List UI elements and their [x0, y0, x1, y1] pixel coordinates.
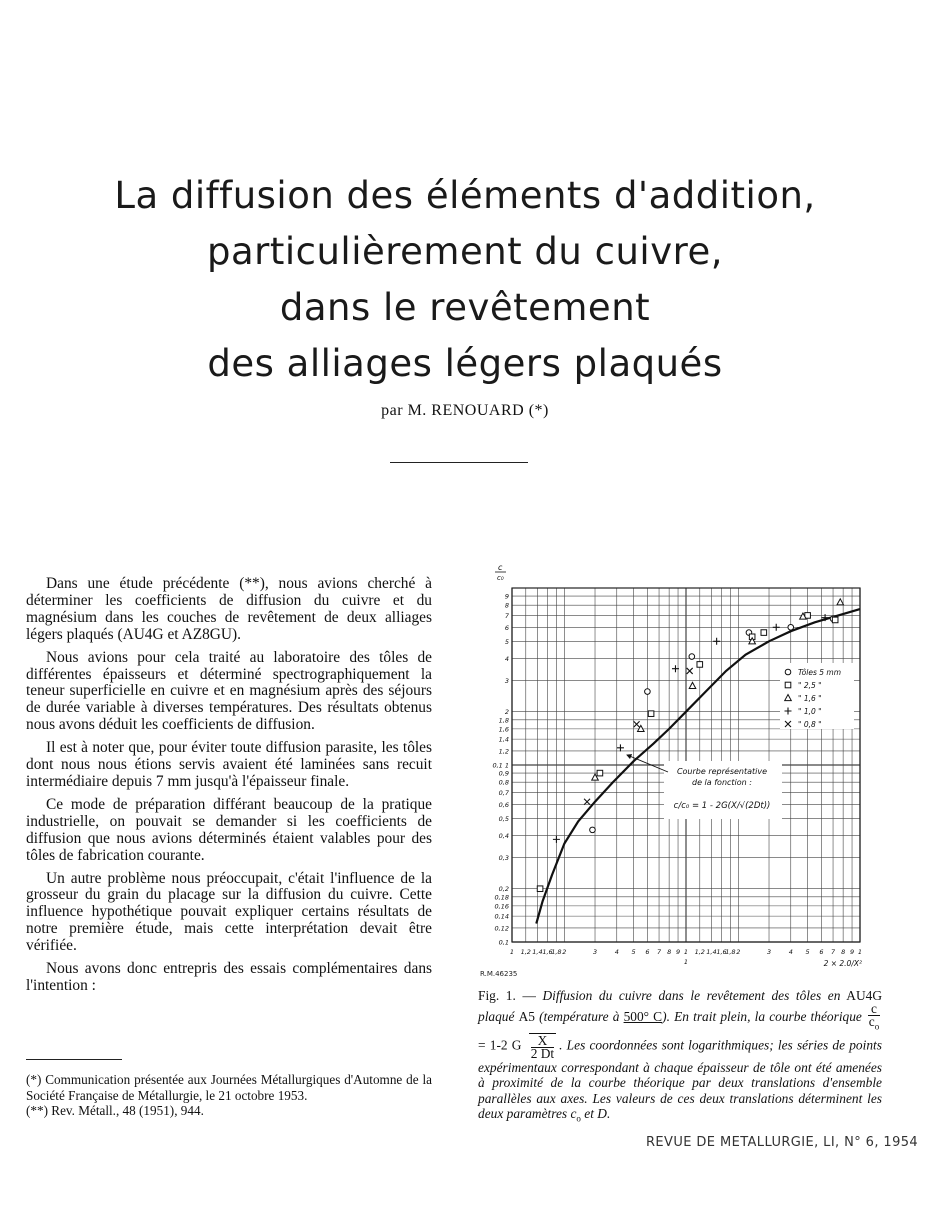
x-tick-label: 3	[592, 948, 598, 956]
x-tick-label: 9	[675, 948, 681, 956]
y-tick-label: 3	[504, 677, 509, 686]
x-tick-label: 9	[849, 948, 855, 956]
data-point-circle	[788, 624, 794, 630]
data-point-circle	[645, 689, 651, 695]
x-tick-label: 6	[819, 948, 824, 956]
author-byline: par M. RENOUARD (*)	[381, 402, 549, 419]
caption-formula-rhs: = 1-2 G	[478, 1037, 522, 1053]
paragraph: Il est à noter que, pour éviter toute diffusion parasite, les tôles dont nous nous étions servis avaient été laminées sans recuit intermédiaire depuis 7 mm jusqu'à l'épaisseur finale.	[26, 739, 432, 790]
caption-temperature: 500° C	[623, 1009, 663, 1025]
title-divider	[390, 462, 528, 463]
y-tick-label: 0,5	[498, 814, 509, 823]
caption-sub: o	[576, 1113, 581, 1124]
y-tick-label: 0,16	[494, 902, 509, 911]
y-tick-label: 0,2	[498, 885, 509, 894]
data-point-cross	[687, 668, 693, 674]
x-tick-label: 1	[509, 948, 515, 956]
annotation-line: Courbe représentative	[676, 767, 768, 776]
paragraph: Nous avons donc entrepris des essais complémentaires dans l'intention :	[26, 960, 432, 994]
title-line: des alliages légers plaqués	[207, 342, 723, 385]
data-point-square	[697, 662, 703, 668]
title-line: dans le revêtement	[279, 286, 651, 329]
caption-alloy: AU4G	[846, 988, 883, 1003]
paragraph: Dans une étude précédente (**), nous avions cherché à déterminer les coefficients de diffusion du cuivre et du magnésium dans les couches de revêtement de deux alliages légers plaqués (AU4G et AZ8GU).	[26, 575, 432, 643]
footnote: (**) Rev. Métall., 48 (1951), 944.	[26, 1103, 204, 1118]
x-tick-label: 6	[645, 948, 650, 956]
x-tick-label: 2	[736, 948, 741, 956]
y-tick-label: 0,18	[494, 893, 509, 902]
x-tick-label: 8	[667, 948, 672, 956]
legend-label: " 1,0 "	[798, 707, 822, 716]
y-tick-label: 0,14	[494, 912, 509, 921]
caption-text: plaqué	[478, 1009, 519, 1025]
y-tick-label: 1,2	[498, 747, 509, 756]
x-tick-label: 5	[631, 948, 636, 956]
x-decade-label: 1	[683, 958, 689, 966]
annotation-line: de la fonction :	[692, 778, 752, 787]
x-tick-label: 1,4	[532, 948, 543, 956]
body-text	[26, 576, 432, 1001]
x-tick-label: 1,6	[716, 948, 727, 956]
y-tick-label: 0,12	[494, 924, 509, 933]
data-point-square	[648, 711, 654, 717]
x-tick-label: 5	[805, 948, 810, 956]
caption-fig-number: Fig. 1. —	[478, 988, 543, 1003]
title-line: La diffusion des éléments d'addition,	[114, 174, 816, 217]
journal-masthead: REVUE DE METALLURGIE, LI, N° 6, 1954	[646, 1135, 919, 1150]
caption-text: (température à	[534, 1009, 624, 1025]
footnote-divider	[26, 1059, 122, 1060]
data-point-circle	[689, 654, 695, 660]
x-tick-label: 1	[683, 948, 689, 956]
paragraph: Nous avions pour cela traité au laboratoire des tôles de différentes épaisseurs et déterminé spectrographiquement la teneur superficielle en cuivre et en magnésium après des séjours de durée variable à diverses températures. Des résultats obtenus nous avons déduit les coefficients de diffusion.	[26, 648, 432, 734]
y-tick-label: 0,4	[498, 831, 509, 840]
data-point-plus	[713, 638, 720, 645]
data-point-square	[597, 770, 603, 776]
x-tick-label: 8	[841, 948, 846, 956]
footnote: (*) Communication présentée aux Journées Métallurgiques d'Automne de la Société Française de Métallurgie, le 21 octobre 1953.	[26, 1072, 432, 1103]
y-tick-label: 0,1 1	[492, 761, 509, 770]
x-tick-label: 2	[562, 948, 567, 956]
y-tick-label: 0,1	[498, 938, 509, 947]
data-point-square	[761, 630, 767, 636]
y-axis-label	[495, 563, 506, 582]
y-tick-label: 1,8	[498, 716, 509, 725]
x-tick-label: 4	[788, 948, 793, 956]
x-tick-label: 1,4	[706, 948, 717, 956]
caption-formula: $\frac{c}{c_o}$	[868, 1001, 880, 1033]
data-point-plus	[553, 836, 560, 843]
legend-label: " 1,6 "	[798, 694, 822, 703]
footnotes	[26, 1072, 432, 1119]
y-tick-label: 0,3	[498, 854, 509, 863]
data-point-square	[537, 886, 543, 892]
legend-label: " 0,8 "	[798, 720, 822, 729]
y-label-numerator: c	[498, 563, 503, 572]
paragraph: Ce mode de préparation différant beaucoup de la pratique industrielle, on pouvait se demander si les coefficients de diffusion que nous avions déterminés étaient valables pour des tôles de fabrication courante.	[26, 795, 432, 864]
y-tick-label: 0,6	[498, 800, 509, 809]
y-tick-label: 4	[504, 654, 509, 663]
x-tick-label: 1	[857, 948, 863, 956]
y-tick-label: 9	[504, 592, 509, 601]
data-point-plus	[617, 744, 624, 751]
data-point-triangle	[837, 599, 844, 605]
x-tick-label: 7	[656, 948, 662, 956]
y-tick-label: 0,9	[498, 769, 509, 778]
caption-text: Diffusion du cuivre dans le revêtement des tôles en	[542, 988, 841, 1003]
x-tick-label: 1,8	[725, 948, 736, 956]
annotation-formula: c/c₀ = 1 - 2G(X/√(2Dt))	[673, 801, 771, 811]
paragraph: Un autre problème nous préoccupait, c'était l'influence de la grosseur du grain du placage sur la diffusion du cuivre. Cette influence hypothétique pouvait expliquer certains résultats de notre première étude, mais cette interprétation devait être vérifiée.	[26, 869, 432, 955]
plate-reference: R.M.46235	[480, 970, 518, 978]
title-line: particulièrement du cuivre,	[206, 230, 724, 273]
data-point-square	[832, 617, 838, 623]
x-tick-label: 1,2	[520, 948, 531, 956]
data-point-circle	[785, 669, 791, 675]
y-tick-label: 0,8	[498, 778, 509, 787]
x-axis-label: 2 × 2.0/X²	[823, 959, 862, 968]
data-point-square	[785, 682, 791, 688]
figure-caption	[478, 988, 882, 1127]
y-tick-label: 1,4	[498, 735, 509, 744]
legend-label: Tôles 5 mm	[798, 668, 842, 677]
caption-text: et D.	[580, 1106, 611, 1122]
data-point-circle	[590, 827, 596, 833]
caption-alloy: A5	[518, 1009, 535, 1025]
data-point-cross	[584, 799, 590, 805]
caption-text: ). En trait plein, la courbe théorique	[662, 1009, 867, 1025]
y-tick-label: 0,7	[498, 788, 509, 797]
x-tick-label: 1,8	[551, 948, 562, 956]
y-tick-label: 7	[504, 611, 509, 620]
x-tick-label: 3	[766, 948, 772, 956]
figure-1	[480, 560, 890, 988]
legend-label: " 2,5 "	[798, 681, 822, 690]
sqrt-fraction: $\frac{X}{2 Dt}$	[530, 1033, 555, 1062]
x-tick-label: 1,2	[694, 948, 705, 956]
diffusion-chart	[480, 560, 890, 988]
y-label-denominator: c₀	[497, 574, 504, 582]
article-title	[60, 168, 870, 392]
x-tick-label: 4	[614, 948, 619, 956]
data-point-cross	[634, 721, 640, 727]
y-tick-label: 1,6	[498, 725, 509, 734]
y-tick-label: 6	[504, 623, 509, 632]
data-point-triangle	[689, 682, 696, 688]
x-tick-label: 7	[830, 948, 836, 956]
caption-text: . Les coordonnées sont logarithmiques; les séries de points expérimentaux correspondant à chaque épaisseur de tôle ont été amenées à proximité de la courbe théorique par deux translations d'ensemble parallèles aux axes. Les valeurs de ces deux translations déterminent les deux paramètres c	[478, 1037, 882, 1122]
y-tick-label: 5	[504, 637, 509, 646]
y-tick-label: 2	[504, 708, 509, 717]
data-point-plus	[773, 624, 780, 631]
x-tick-label: 1,6	[542, 948, 553, 956]
y-tick-label: 8	[504, 601, 509, 610]
